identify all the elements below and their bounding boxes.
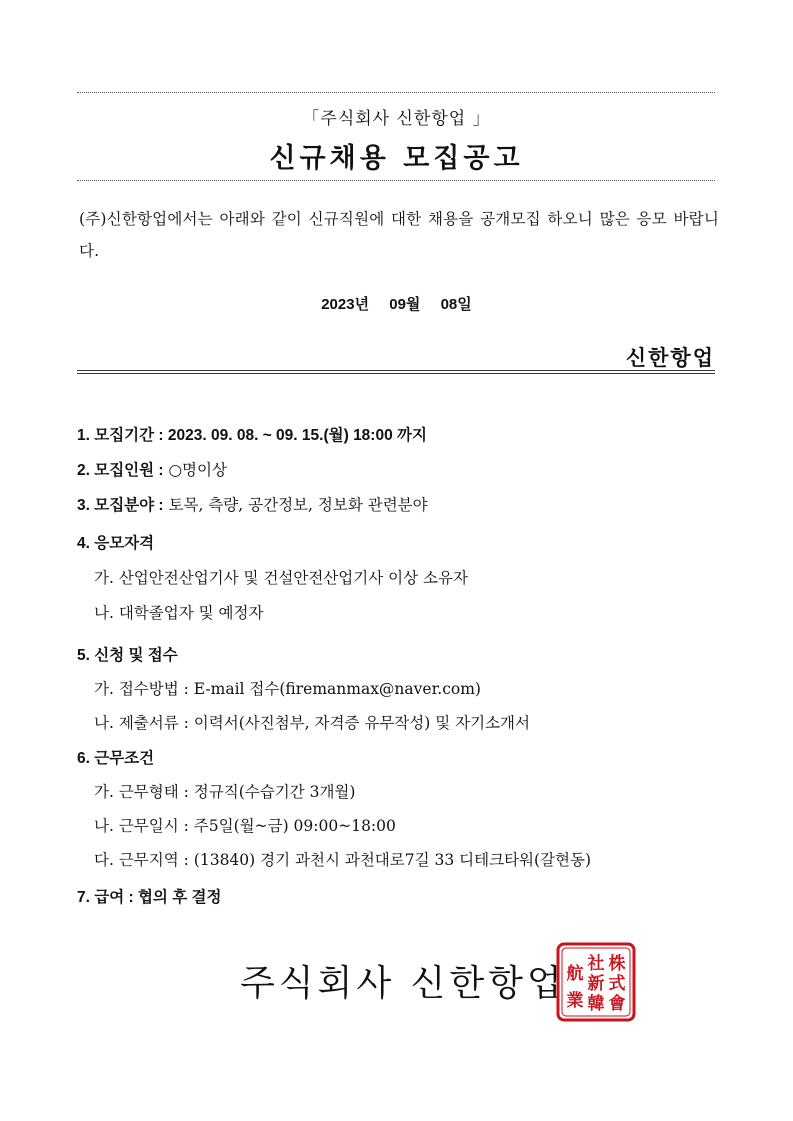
notice-date	[0, 293, 793, 314]
svg-text:會: 會	[608, 994, 626, 1014]
issuer-double-rule	[77, 370, 715, 374]
section-headcount-value: ○명이상	[168, 461, 227, 479]
section-salary-label: 7. 급여 : 협의 후 결정	[77, 889, 222, 906]
title-dotted-rule	[77, 180, 715, 181]
section-period-label: 1. 모집기간 : 2023. 09. 08. ~ 09. 15.(월) 18:00 까지	[77, 427, 427, 444]
section-headcount-label: 2. 모집인원 :	[77, 462, 164, 479]
application-item: 가. 접수방법 : E-mail 접수(firemanmax@naver.com)	[94, 680, 481, 698]
date-day: 08일	[440, 296, 472, 313]
top-dotted-rule	[77, 92, 715, 93]
section-qualification-label: 4. 응모자격	[77, 535, 155, 552]
section-field	[77, 493, 428, 515]
document-title: 신규채용 모집공고	[269, 143, 524, 174]
conditions-item: 다. 근무지역 : (13840) 경기 과천시 과천대로7길 33 디테크타워(갈현동)	[94, 851, 592, 869]
company-name-header: 「주식회사 신한항업 」	[302, 109, 491, 129]
section-qualification	[77, 531, 154, 553]
svg-text:式: 式	[608, 974, 626, 994]
company-seal-icon	[556, 942, 636, 1022]
section-application-label: 5. 신청 및 접수	[77, 647, 178, 664]
section-period	[77, 423, 427, 445]
svg-text:韓: 韓	[587, 994, 605, 1014]
conditions-item: 가. 근무형태 : 정규직(수습기간 3개월)	[94, 783, 356, 801]
application-item: 나. 제출서류 : 이력서(사진첨부, 자격증 유무작성) 및 자기소개서	[94, 714, 530, 732]
svg-text:航: 航	[566, 964, 584, 984]
intro-paragraph: (주)신한항업에서는 아래와 같이 신규직원에 대한 채용을 공개모집 하오니 많은 응모 바랍니다.	[79, 210, 719, 260]
section-field-label: 3. 모집분야 :	[77, 497, 164, 514]
svg-text:新: 新	[587, 974, 605, 994]
qualification-item: 나. 대학졸업자 및 예정자	[94, 604, 264, 622]
conditions-item: 나. 근무일시 : 주5일(월~금) 09:00~18:00	[94, 817, 396, 835]
section-field-value: 토목, 측량, 공간정보, 정보화 관련분야	[168, 496, 428, 514]
section-salary	[77, 885, 221, 907]
svg-text:社: 社	[587, 954, 605, 974]
section-application	[77, 643, 178, 665]
svg-text:株: 株	[608, 954, 626, 974]
svg-text:業: 業	[566, 991, 584, 1011]
section-conditions-label: 6. 근무조건	[77, 750, 155, 767]
date-year: 2023년	[321, 296, 370, 313]
qualification-item: 가. 산업안전산업기사 및 건설안전산업기사 이상 소유자	[94, 569, 468, 587]
section-conditions	[77, 746, 154, 768]
company-signature: 주식회사 신한항업	[240, 963, 566, 1004]
date-month: 09월	[389, 296, 421, 313]
section-headcount	[77, 458, 227, 480]
issuer-name: 신한항업	[625, 345, 715, 370]
